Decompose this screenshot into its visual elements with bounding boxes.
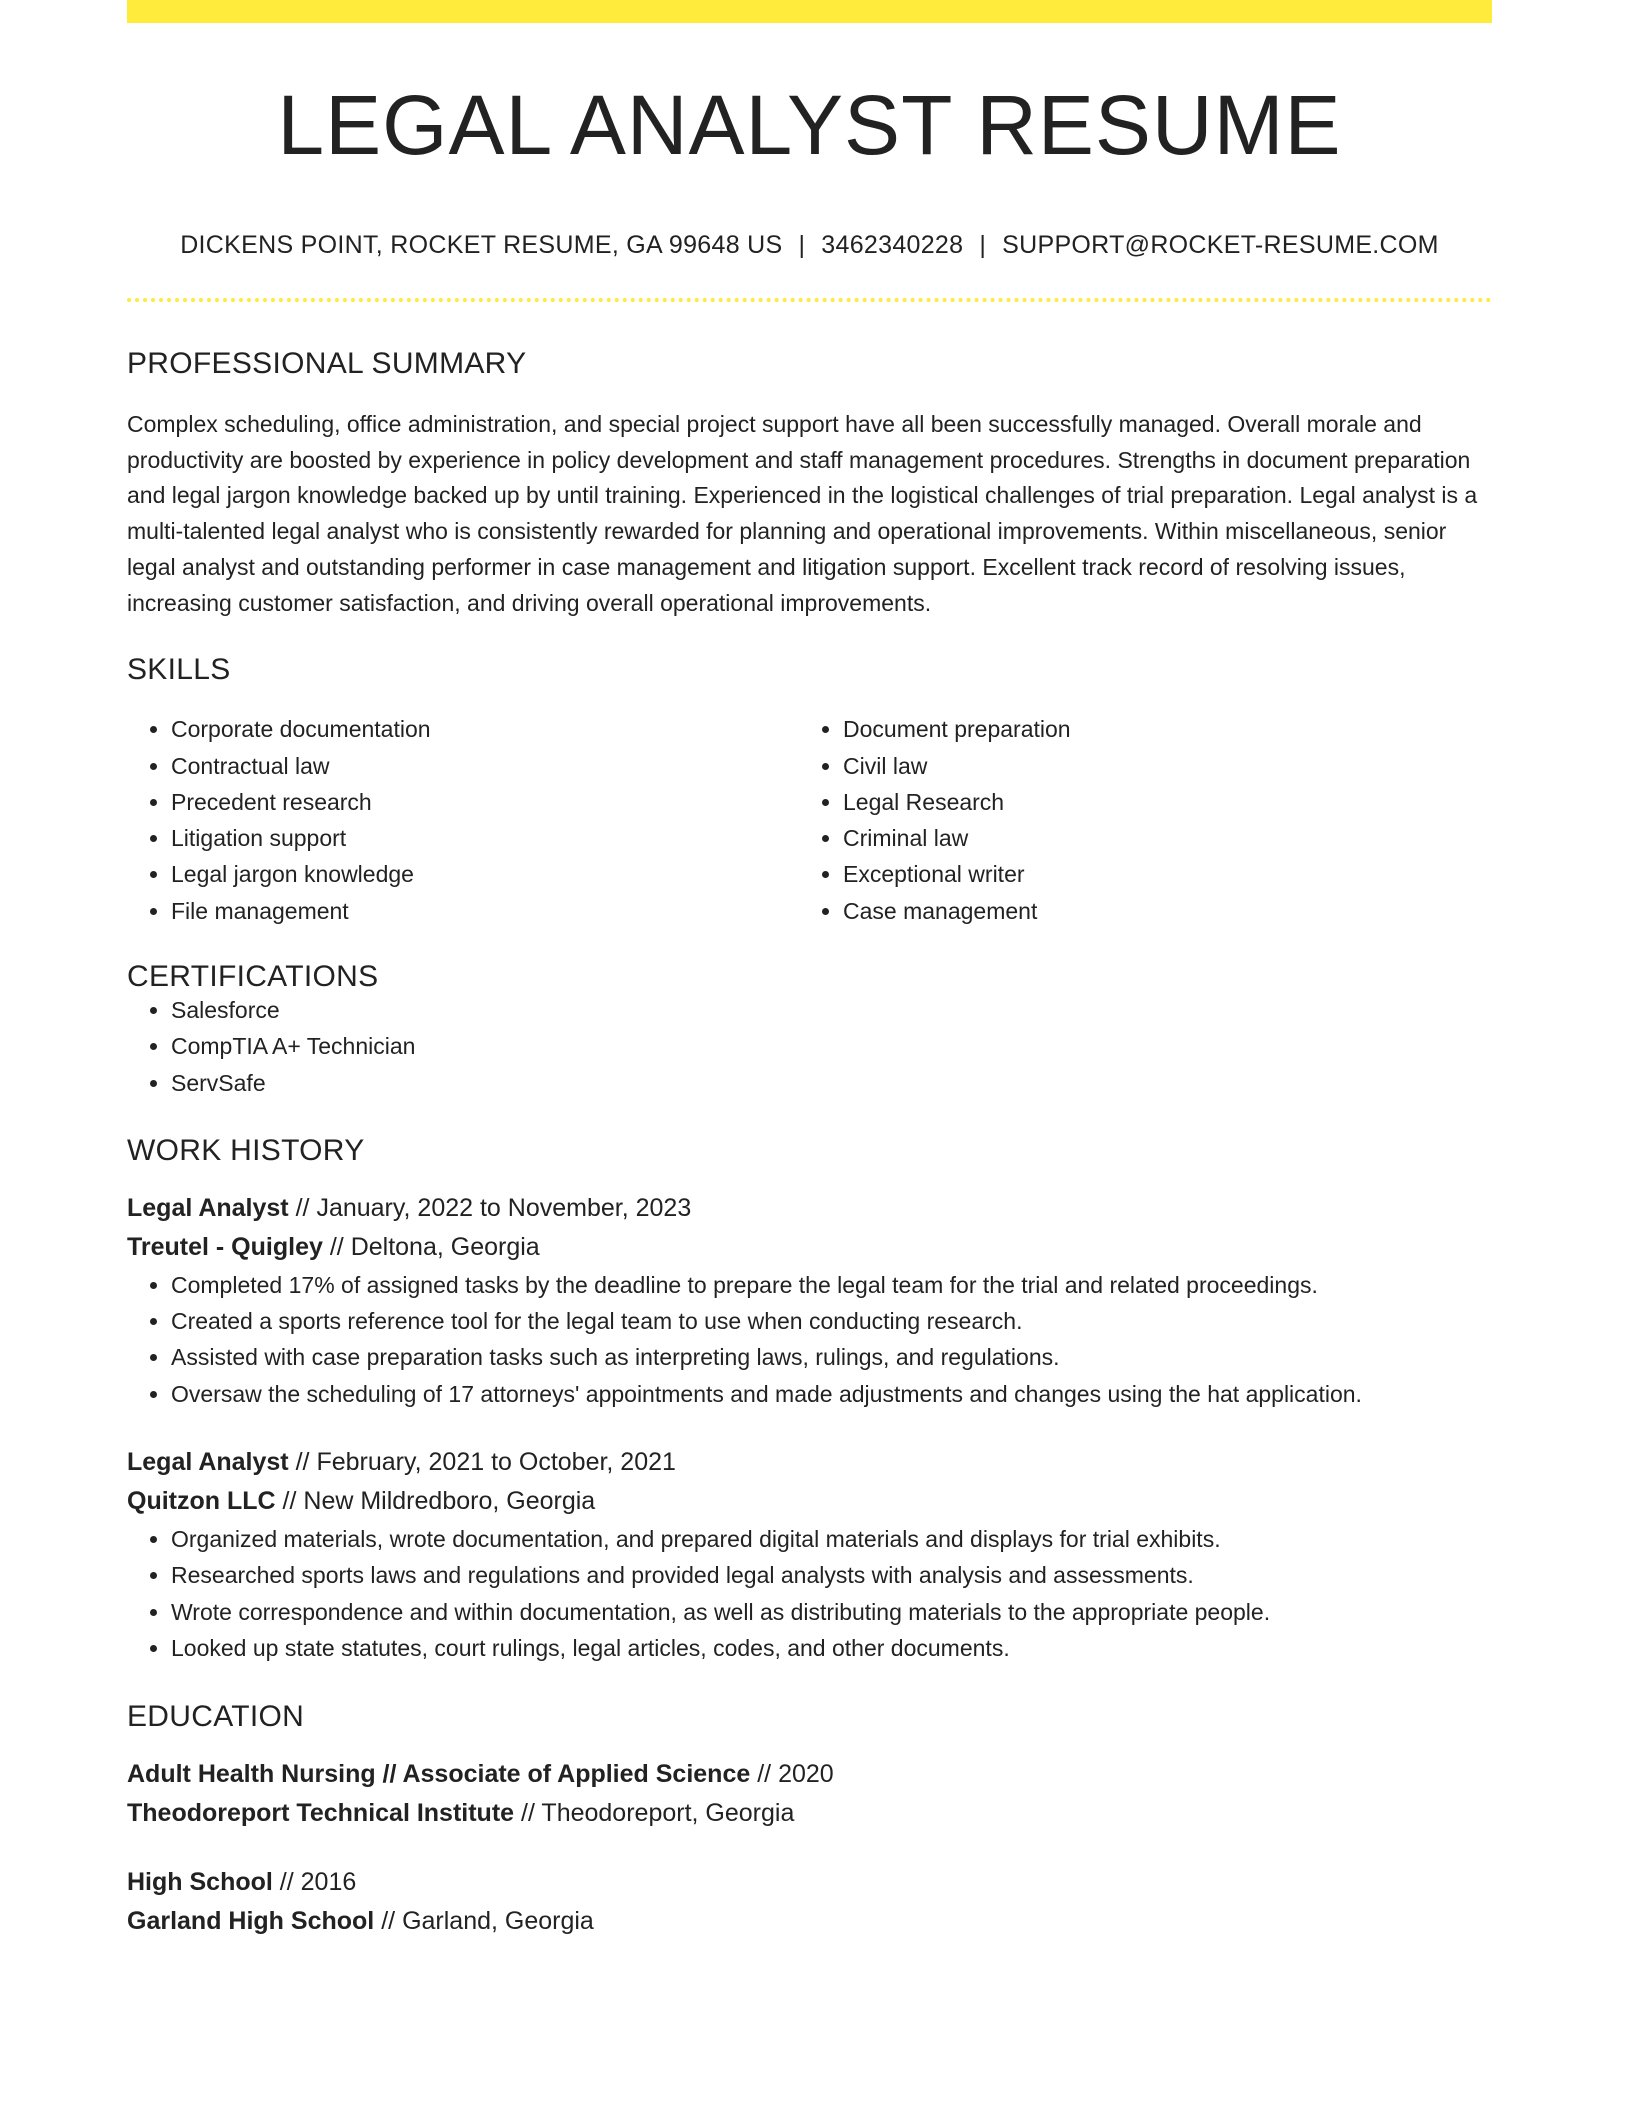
certification-item: • CompTIA A+ Technician: [171, 1028, 1492, 1064]
contact-line: [127, 233, 1492, 258]
work-history-heading: WORK HISTORY: [127, 1133, 365, 1167]
education-school: Theodoreport Technical Institute: [127, 1799, 515, 1828]
job-duties-list: [127, 1521, 1492, 1666]
job-duties-list: [127, 1267, 1492, 1412]
skill-item: • Case management: [843, 893, 1471, 929]
skill-item: • Corporate documentation: [171, 711, 799, 747]
contact-separator: |: [979, 231, 987, 259]
skill-item: • Criminal law: [843, 820, 1471, 856]
job-duty: • Oversaw the scheduling of 17 attorneys' appointments and made adjustments and changes using the hat application.: [171, 1376, 1492, 1412]
job-company-line: [127, 1482, 1492, 1521]
divider: //: [282, 1487, 297, 1516]
education-year: 2016: [300, 1868, 357, 1897]
summary-text: Complex scheduling, office administration, and special project support have all been successfully managed. Overall morale and productivity are boosted by experience in policy development and staff management procedures. Strengths in document preparation and legal jargon knowledge backed up by until training. Experienced in the logistical challenges of trial preparation. Legal analyst is a multi-talented legal analyst who is consistently rewarded for planning and operational improvements. Within miscellaneous, senior legal analyst and outstanding performer in case management and litigation support. Excellent track record of resolving issues, increasing customer satisfaction, and driving overall operational improvements.: [127, 411, 1478, 616]
job-title-line: [127, 1189, 1492, 1228]
education-location: Garland, Georgia: [402, 1907, 594, 1936]
education-degree-line: [127, 1755, 1492, 1794]
skills-column-right: [799, 711, 1471, 929]
contact-address: DICKENS POINT, ROCKET RESUME, GA 99648 US: [180, 231, 783, 259]
job-dates: January, 2022 to November, 2023: [316, 1193, 692, 1222]
education-school-line: [127, 1902, 1492, 1941]
job-location: New Mildredboro, Georgia: [303, 1487, 596, 1516]
education-degree: Adult Health Nursing // Associate of Applied Science: [127, 1760, 751, 1789]
job-location: Deltona, Georgia: [350, 1232, 540, 1261]
accent-top-bar: [127, 0, 1492, 23]
divider: //: [295, 1448, 310, 1477]
job-duty: • Assisted with case preparation tasks such as interpreting laws, rulings, and regulations.: [171, 1339, 1492, 1375]
job-role: Legal Analyst: [127, 1448, 289, 1477]
divider: //: [279, 1868, 294, 1897]
education-degree-line: [127, 1863, 1492, 1902]
education-year: 2020: [778, 1760, 834, 1789]
skill-item: • Legal jargon knowledge: [171, 856, 799, 892]
certifications-heading: CERTIFICATIONS: [127, 960, 379, 993]
resume-page: [127, 0, 1492, 1941]
divider: //: [381, 1907, 396, 1936]
job-company: Quitzon LLC: [127, 1487, 276, 1516]
skill-item: • Document preparation: [843, 711, 1471, 747]
skills-heading: SKILLS: [127, 653, 231, 687]
education-heading: EDUCATION: [127, 1700, 305, 1734]
skill-item: • Legal Research: [843, 784, 1471, 820]
education-location: Theodoreport, Georgia: [541, 1799, 795, 1828]
certifications-list: [127, 992, 1492, 1101]
skill-item: • Civil law: [843, 748, 1471, 784]
job-duty: • Looked up state statutes, court rulings, legal articles, codes, and other documents.: [171, 1630, 1492, 1666]
job-duty: • Completed 17% of assigned tasks by the deadline to prepare the legal team for the trial and related proceedings.: [171, 1267, 1492, 1303]
summary-heading: PROFESSIONAL SUMMARY: [127, 347, 527, 380]
skill-item: • Litigation support: [171, 820, 799, 856]
job-company: Treutel - Quigley: [127, 1232, 323, 1261]
education-school-line: [127, 1794, 1492, 1833]
job-company-line: [127, 1228, 1492, 1267]
job-title-line: [127, 1443, 1492, 1482]
skills-column-left: [127, 711, 799, 929]
contact-email[interactable]: SUPPORT@ROCKET-RESUME.COM: [1002, 231, 1439, 259]
skill-item: • Contractual law: [171, 748, 799, 784]
divider: //: [329, 1232, 344, 1261]
education-degree: High School: [127, 1868, 273, 1897]
dotted-divider: [127, 298, 1492, 302]
skill-item: • File management: [171, 893, 799, 929]
divider: //: [757, 1760, 772, 1789]
divider: //: [521, 1799, 535, 1828]
job-duty: • Wrote correspondence and within documentation, as well as distributing materials to the appropriate people.: [171, 1594, 1492, 1630]
job-role: Legal Analyst: [127, 1193, 289, 1222]
job-duty: • Organized materials, wrote documentation, and prepared digital materials and displays for trial exhibits.: [171, 1521, 1492, 1557]
contact-separator: |: [798, 231, 806, 259]
job-duty: • Researched sports laws and regulations and provided legal analysts with analysis and assessments.: [171, 1557, 1492, 1593]
divider: //: [295, 1193, 310, 1222]
education-school: Garland High School: [127, 1907, 375, 1936]
resume-title: LEGAL ANALYST RESUME: [277, 78, 1342, 172]
contact-phone[interactable]: 3462340228: [821, 231, 964, 259]
skills-grid: [127, 711, 1492, 929]
certification-item: • ServSafe: [171, 1065, 1492, 1101]
job-dates: February, 2021 to October, 2021: [316, 1448, 676, 1477]
job-duty: • Created a sports reference tool for the legal team to use when conducting research.: [171, 1303, 1492, 1339]
certification-item: • Salesforce: [171, 992, 1492, 1028]
skill-item: • Precedent research: [171, 784, 799, 820]
skill-item: • Exceptional writer: [843, 856, 1471, 892]
